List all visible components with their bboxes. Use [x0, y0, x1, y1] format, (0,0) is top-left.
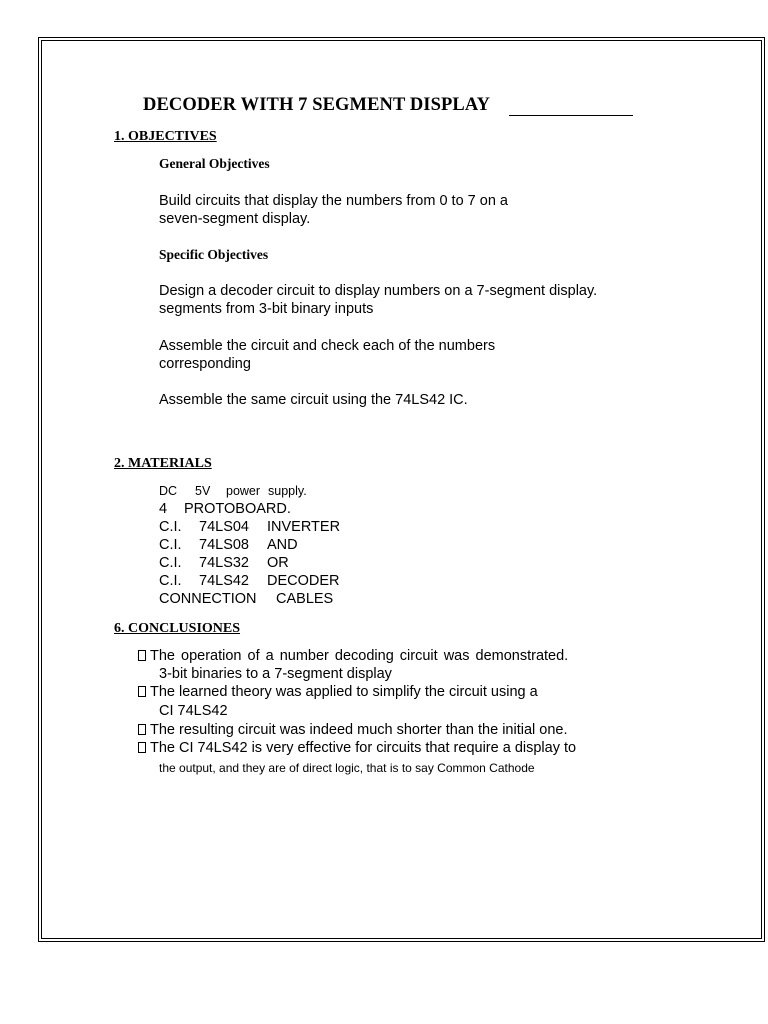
- material-item: [159, 537, 298, 553]
- conclusions-heading: 6. CONCLUSIONES: [114, 621, 241, 636]
- conclusion-text: The resulting circuit was indeed much shorter than the initial one.: [150, 722, 568, 738]
- material-word: 4: [159, 501, 168, 517]
- material-word: OR: [267, 555, 289, 571]
- conclusion-item: [138, 722, 568, 738]
- material-word: power: [226, 484, 261, 498]
- specific-objective-3: Assemble the same circuit using the 74LS42 IC.: [159, 392, 468, 408]
- material-word: 74LS32: [199, 555, 249, 571]
- material-word: C.I.: [159, 519, 182, 535]
- bullet-box-icon: [138, 742, 146, 753]
- conclusion-item: [138, 684, 538, 700]
- specific-objective-2-line-2: corresponding: [159, 356, 251, 372]
- bullet-box-icon: [138, 650, 146, 661]
- material-item: [159, 591, 333, 607]
- specific-objective-2: [159, 337, 545, 373]
- material-word: CABLES: [276, 591, 334, 607]
- bullet-box-icon: [138, 724, 146, 735]
- material-word: DC: [159, 484, 178, 498]
- material-word: DECODER: [267, 573, 340, 589]
- general-objectives-text: [159, 192, 545, 228]
- material-item: [159, 484, 307, 498]
- material-word: 74LS04: [199, 519, 249, 535]
- material-item: [159, 501, 291, 517]
- general-objectives-heading: General Objectives: [159, 156, 270, 171]
- conclusion-text: The operation of a number decoding circuit was demonstrated.: [150, 648, 569, 664]
- conclusion-text: The learned theory was applied to simplify the circuit using a: [150, 684, 538, 700]
- conclusion-text: The CI 74LS42 is very effective for circuits that require a display to: [150, 740, 577, 756]
- conclusion-item: [138, 648, 568, 664]
- page-border-inner: [41, 40, 762, 939]
- material-word: CONNECTION: [159, 591, 257, 607]
- specific-objective-2-line-1: Assemble the circuit and check each of the numbers: [159, 338, 496, 354]
- material-word: C.I.: [159, 573, 182, 589]
- material-word: C.I.: [159, 555, 182, 571]
- bullet-box-icon: [138, 686, 146, 697]
- material-word: 5V: [195, 484, 211, 498]
- specific-objective-1-line-1: Design a decoder circuit to display numbers on a 7-segment display.: [159, 283, 598, 299]
- general-objectives-line-2: seven-segment display.: [159, 211, 311, 227]
- material-word: INVERTER: [267, 519, 341, 535]
- material-word: PROTOBOARD.: [184, 501, 291, 517]
- conclusion-item: [138, 740, 576, 756]
- document-title: DECODER WITH 7 SEGMENT DISPLAY: [143, 95, 491, 115]
- material-item: [159, 519, 340, 535]
- material-item: [159, 555, 289, 571]
- conclusion-continuation: the output, and they are of direct logic, that is to say Common Cathode: [159, 761, 535, 775]
- conclusion-continuation: 3-bit binaries to a 7-segment display: [159, 666, 392, 682]
- conclusion-continuation: CI 74LS42: [159, 703, 228, 719]
- materials-heading: 2. MATERIALS: [114, 456, 212, 471]
- material-word: 74LS08: [199, 537, 249, 553]
- material-word: supply.: [268, 484, 307, 498]
- general-objectives-line-1: Build circuits that display the numbers from 0 to 7 on a: [159, 193, 508, 209]
- specific-objective-1-line-2: segments from 3-bit binary inputs: [159, 301, 374, 317]
- material-word: 74LS42: [199, 573, 249, 589]
- title-underline: [509, 115, 633, 116]
- material-item: [159, 573, 340, 589]
- objectives-heading: 1. OBJECTIVES: [114, 129, 217, 144]
- material-word: AND: [267, 537, 298, 553]
- material-word: C.I.: [159, 537, 182, 553]
- specific-objectives-heading: Specific Objectives: [159, 247, 269, 262]
